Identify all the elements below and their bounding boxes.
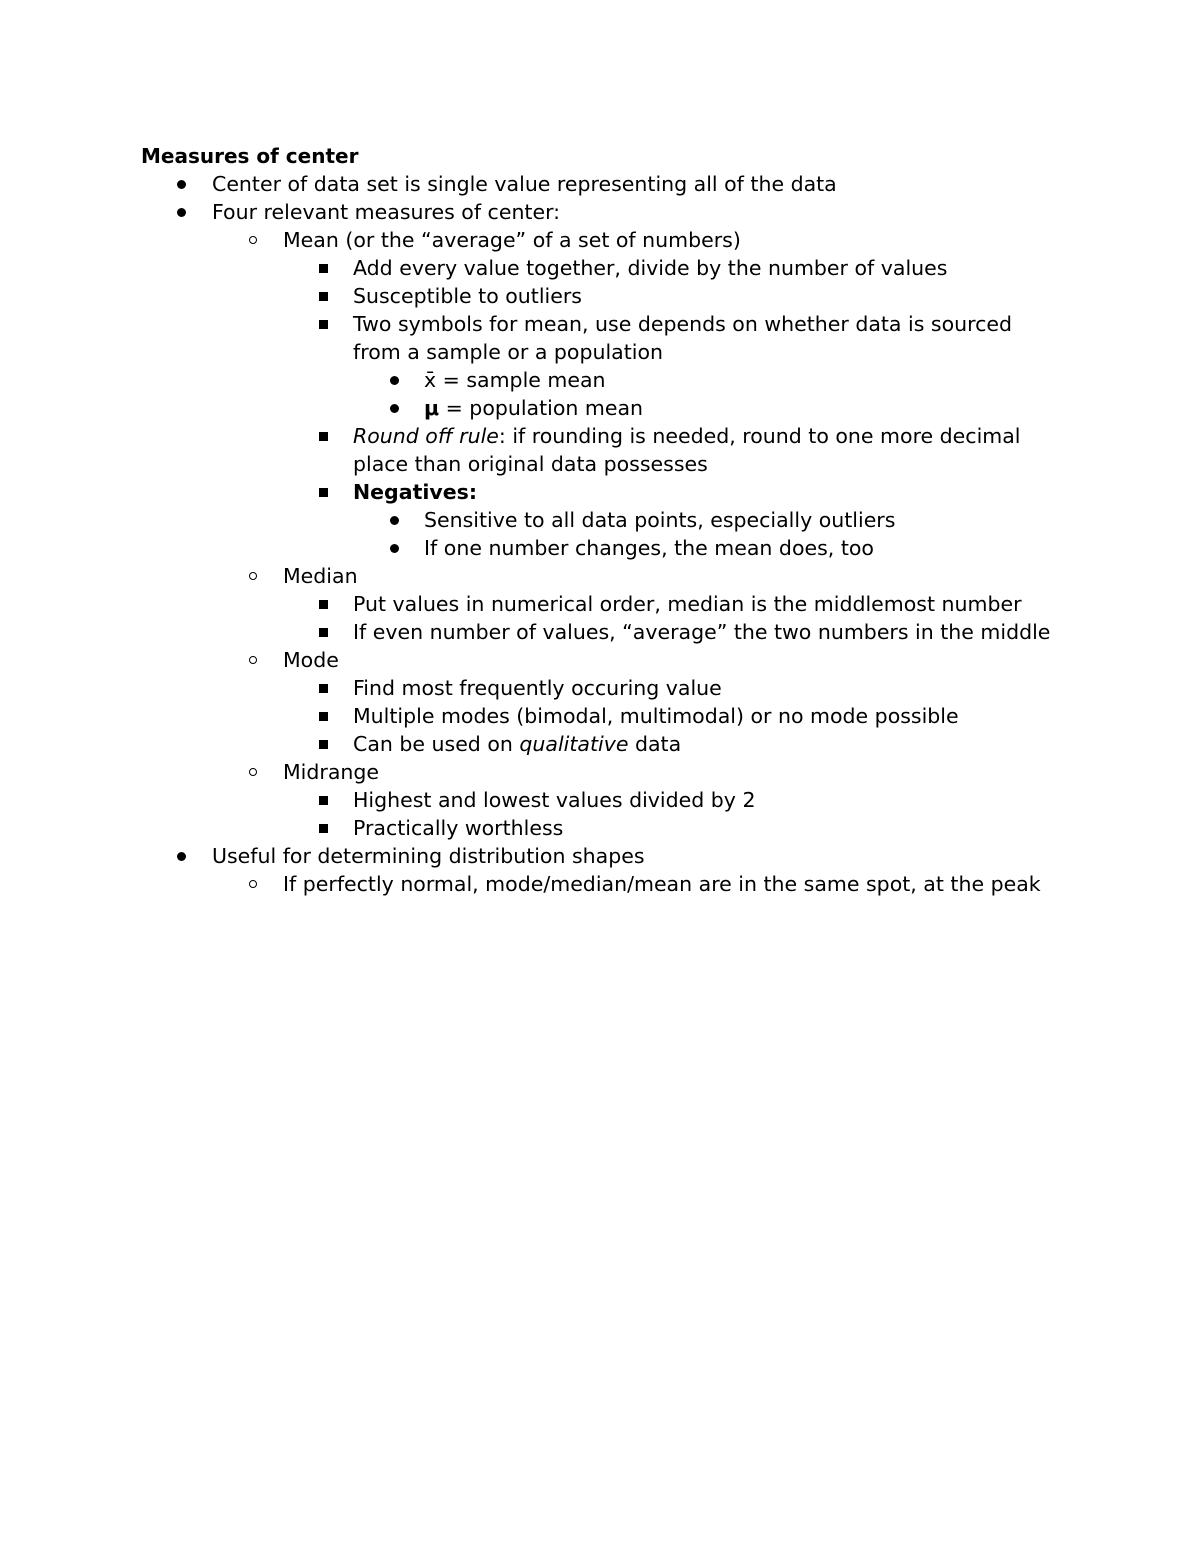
bullet-square-icon bbox=[316, 590, 330, 618]
bullet-square-icon bbox=[316, 254, 330, 282]
document-body bbox=[141, 142, 1141, 898]
item-text: If even number of values, “average” the two numbers in the middle bbox=[353, 620, 1051, 644]
round-off-rule-term: Round off rule bbox=[353, 424, 499, 448]
list-item bbox=[141, 590, 1141, 618]
bullet-dot-icon bbox=[174, 842, 188, 870]
item-text: Useful for determining distribution shapes bbox=[212, 844, 645, 868]
bullet-square-icon bbox=[316, 702, 330, 730]
list-item-continuation bbox=[141, 450, 1141, 478]
item-text: Median bbox=[283, 564, 358, 588]
item-text: Mode bbox=[283, 648, 339, 672]
list-item bbox=[141, 394, 1141, 422]
bullet-circle-icon bbox=[246, 562, 260, 590]
list-item bbox=[141, 534, 1141, 562]
list-item bbox=[141, 310, 1141, 338]
bullet-square-icon bbox=[316, 786, 330, 814]
bullet-square-icon bbox=[316, 282, 330, 310]
bullet-square-icon bbox=[316, 618, 330, 646]
item-text: place than original data possesses bbox=[353, 452, 708, 476]
list-item bbox=[141, 282, 1141, 310]
bullet-square-icon bbox=[316, 814, 330, 842]
item-text: Mean (or the “average” of a set of numbers) bbox=[283, 228, 741, 252]
item-text: Four relevant measures of center: bbox=[212, 200, 561, 224]
item-text: Find most frequently occuring value bbox=[353, 676, 722, 700]
item-text: Multiple modes (bimodal, multimodal) or no mode possible bbox=[353, 704, 959, 728]
item-text: Center of data set is single value representing all of the data bbox=[212, 172, 837, 196]
item-text: = population mean bbox=[439, 396, 644, 420]
list-item bbox=[141, 198, 1141, 226]
list-item bbox=[141, 702, 1141, 730]
qualitative-term: qualitative bbox=[519, 732, 629, 756]
list-item bbox=[141, 506, 1141, 534]
list-item bbox=[141, 366, 1141, 394]
bullet-square-icon bbox=[316, 422, 330, 450]
item-text: Highest and lowest values divided by 2 bbox=[353, 788, 756, 812]
item-text: If one number changes, the mean does, too bbox=[424, 536, 874, 560]
list-item bbox=[141, 870, 1141, 898]
bullet-dot-icon bbox=[387, 506, 401, 534]
item-text: Can be used on bbox=[353, 732, 520, 756]
bullet-square-icon bbox=[316, 674, 330, 702]
list-item bbox=[141, 170, 1141, 198]
item-text: x̄ = sample mean bbox=[424, 368, 606, 392]
bullet-square-icon bbox=[316, 730, 330, 758]
mu-symbol: μ bbox=[424, 396, 440, 420]
item-text: Put values in numerical order, median is the middlemost number bbox=[353, 592, 1022, 616]
list-item-mean bbox=[141, 226, 1141, 254]
item-text: Practically worthless bbox=[353, 816, 564, 840]
list-item bbox=[141, 618, 1141, 646]
bullet-circle-icon bbox=[246, 226, 260, 254]
item-text: from a sample or a population bbox=[353, 340, 664, 364]
list-item-median bbox=[141, 562, 1141, 590]
bullet-dot-icon bbox=[174, 170, 188, 198]
list-item-midrange bbox=[141, 758, 1141, 786]
item-text: Two symbols for mean, use depends on whether data is sourced bbox=[353, 312, 1012, 336]
bullet-dot-icon bbox=[387, 366, 401, 394]
bullet-square-icon bbox=[316, 310, 330, 338]
item-text: : if rounding is needed, round to one more decimal bbox=[498, 424, 1021, 448]
bullet-circle-icon bbox=[246, 758, 260, 786]
item-text: data bbox=[628, 732, 682, 756]
list-item bbox=[141, 478, 1141, 506]
item-text: Sensitive to all data points, especially outliers bbox=[424, 508, 896, 532]
list-item bbox=[141, 786, 1141, 814]
list-item bbox=[141, 422, 1141, 450]
list-item-mode bbox=[141, 646, 1141, 674]
negatives-heading: Negatives: bbox=[353, 480, 478, 504]
bullet-circle-icon bbox=[246, 646, 260, 674]
item-text: If perfectly normal, mode/median/mean are in the same spot, at the peak bbox=[283, 872, 1041, 896]
list-item bbox=[141, 842, 1141, 870]
bullet-square-icon bbox=[316, 478, 330, 506]
list-item bbox=[141, 730, 1141, 758]
item-text: Add every value together, divide by the number of values bbox=[353, 256, 948, 280]
list-item-continuation bbox=[141, 338, 1141, 366]
item-text: Susceptible to outliers bbox=[353, 284, 582, 308]
bullet-dot-icon bbox=[387, 394, 401, 422]
bullet-circle-icon bbox=[246, 870, 260, 898]
bullet-dot-icon bbox=[174, 198, 188, 226]
bullet-dot-icon bbox=[387, 534, 401, 562]
item-text: Midrange bbox=[283, 760, 380, 784]
list-item bbox=[141, 674, 1141, 702]
list-item bbox=[141, 814, 1141, 842]
list-item bbox=[141, 254, 1141, 282]
heading-measures-of-center: Measures of center bbox=[141, 144, 359, 168]
